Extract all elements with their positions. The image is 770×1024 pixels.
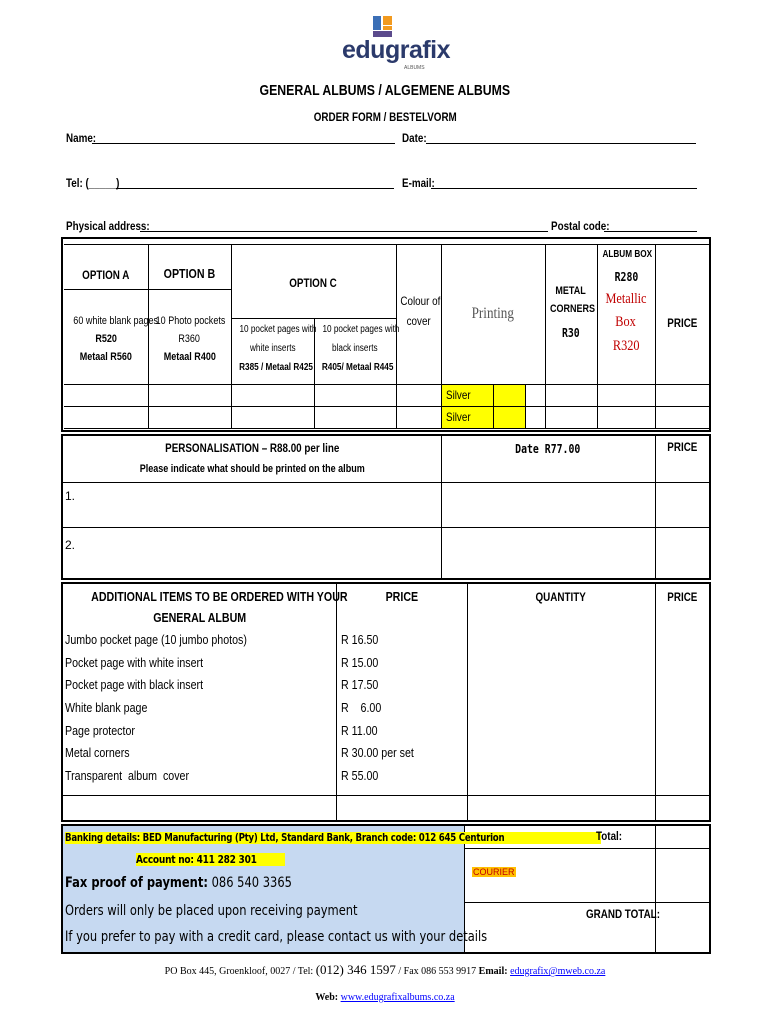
personalisation-price-header: PRICE [666,440,698,454]
personalisation-row-2[interactable]: 2. [65,538,76,552]
page-title: GENERAL ALBUMS / ALGEMENE ALBUMS [259,82,511,99]
item-name: Pocket page with black insert [65,677,204,693]
item-price: R 17.50 [341,677,379,693]
personalisation-row-1[interactable]: 1. [65,489,76,503]
footer-address-line [0,962,770,978]
list-item [65,768,465,791]
credit-card-note: If you prefer to pay with a credit card, please contact us with your details [65,929,488,945]
option-b-metal: Metaal R400 [163,351,216,363]
item-price: R 30.00 per set [341,745,414,761]
metallic-price: R320 [612,338,640,354]
additional-price-header: PRICE [385,589,418,604]
silver-label-1: Silver [446,388,471,402]
address-label: Physical address: [66,219,150,233]
name-label: Name: [66,131,97,145]
footer-email-label: Email: [478,966,511,977]
list-item [65,632,465,655]
item-price: R 16.50 [341,632,379,647]
footer-web-link[interactable]: www.edugrafixalbums.co.za [340,992,455,1003]
footer-web-label: Web: [315,992,341,1003]
option-c1-price: R385 / Metaal R425 [239,362,313,373]
options-price-header: PRICE [666,316,698,330]
name-field[interactable] [92,143,395,144]
item-price: R 55.00 [341,768,379,784]
option-a-price: R520 [95,333,117,345]
printing-yellow-1[interactable] [494,385,525,406]
list-item [65,677,465,700]
banking-details-line2: Account no: 411 282 301 [136,853,257,866]
footer-email-link[interactable]: edugrafix@mweb.co.za [510,966,606,977]
option-c-title: OPTION C [289,276,338,290]
option-c1-desc1: 10 pocket pages with [239,324,317,335]
logo-subtext: ALBUMS [404,65,425,71]
footer-fax: / Fax 086 553 9917 [395,966,479,977]
footer-tel: (012) 346 1597 [315,962,396,977]
list-item [65,745,465,768]
courier-badge: COURIER [473,867,515,877]
list-item [65,655,465,678]
item-name: White blank page [65,700,148,716]
postal-field[interactable] [604,231,697,232]
logo-text: edugrafix [342,36,451,64]
metallic-label-1: Metallic [605,291,647,307]
item-name: Transparent album cover [65,768,190,784]
tel-field[interactable] [116,188,394,189]
postal-label: Postal code: [551,219,610,233]
option-c1-desc2: white inserts [249,343,296,354]
date-field[interactable] [426,143,696,144]
page-subtitle: ORDER FORM / BESTELVORM [313,110,457,124]
additional-items-list [65,632,465,791]
option-b-desc: 10 Photo pockets [155,315,226,327]
albumbox-price: R280 [614,270,638,284]
item-name: Metal corners [65,745,130,761]
item-price: R 11.00 [341,722,378,738]
item-name: Page protector [65,722,135,738]
option-a-metal: Metaal R560 [79,351,133,363]
personalisation-sub: Please indicate what should be printed on the album [139,463,365,475]
fax-number: 086 540 3365 [207,875,292,891]
tel-label: Tel: (_____) [66,176,120,190]
albumbox-label: ALBUM BOX [602,249,653,260]
option-c2-desc2: black inserts [332,343,378,354]
metallic-label-2: Box [615,314,637,330]
additional-price2-header: PRICE [666,590,698,604]
footer-address: PO Box 445, Groenkloof, 0027 / Tel: [164,966,316,977]
list-item [65,723,465,746]
orders-note: Orders will only be placed upon receiving payment [65,903,358,919]
additional-title-2: GENERAL ALBUM [153,610,246,625]
total-label: Total: [596,829,623,843]
printing-yellow-2[interactable] [494,407,525,428]
silver-label-2: Silver [446,410,471,424]
banking-details-line1: Banking details: BED Manufacturing (Pty) Ltd, Standard Bank, Branch code: 012 645 Centurion [65,832,505,844]
item-price: R 6.00 [341,700,382,716]
printing-label: Printing [471,305,515,322]
metal-label-1: METAL [555,285,587,297]
email-field[interactable] [431,188,697,189]
option-c2-price: R405/ Metaal R445 [321,362,394,373]
metal-label-2: CORNERS [549,303,596,315]
option-b-price: R360 [178,333,201,345]
address-field[interactable] [140,231,548,232]
option-a-desc: 60 white blank pages [73,315,159,327]
option-a-title: OPTION A [82,268,130,282]
item-price: R 15.00 [341,654,379,670]
colour-label-2: cover [406,314,431,328]
personalisation-date: Date R77.00 [515,442,581,456]
list-item [65,700,465,723]
additional-title-1: ADDITIONAL ITEMS TO BE ORDERED WITH YOUR [91,589,348,604]
option-c2-desc1: 10 pocket pages with [322,324,400,335]
grand-total-label: GRAND TOTAL: [586,907,660,921]
fax-label: Fax proof of payment: [65,875,208,891]
email-label: E-mail: [402,176,435,190]
item-name: Pocket page with white insert [65,654,204,670]
date-label: Date: [402,131,427,145]
additional-quantity-header: QUANTITY [535,590,587,604]
item-name: Jumbo pocket page (10 jumbo photos) [65,632,247,647]
metal-price: R30 [562,326,580,340]
logo [340,14,451,76]
colour-label-1: Colour of [400,294,441,308]
option-b-title: OPTION B [163,266,216,281]
personalisation-title: PERSONALISATION – R88.00 per line [164,441,340,455]
footer-web-line [0,992,770,1003]
